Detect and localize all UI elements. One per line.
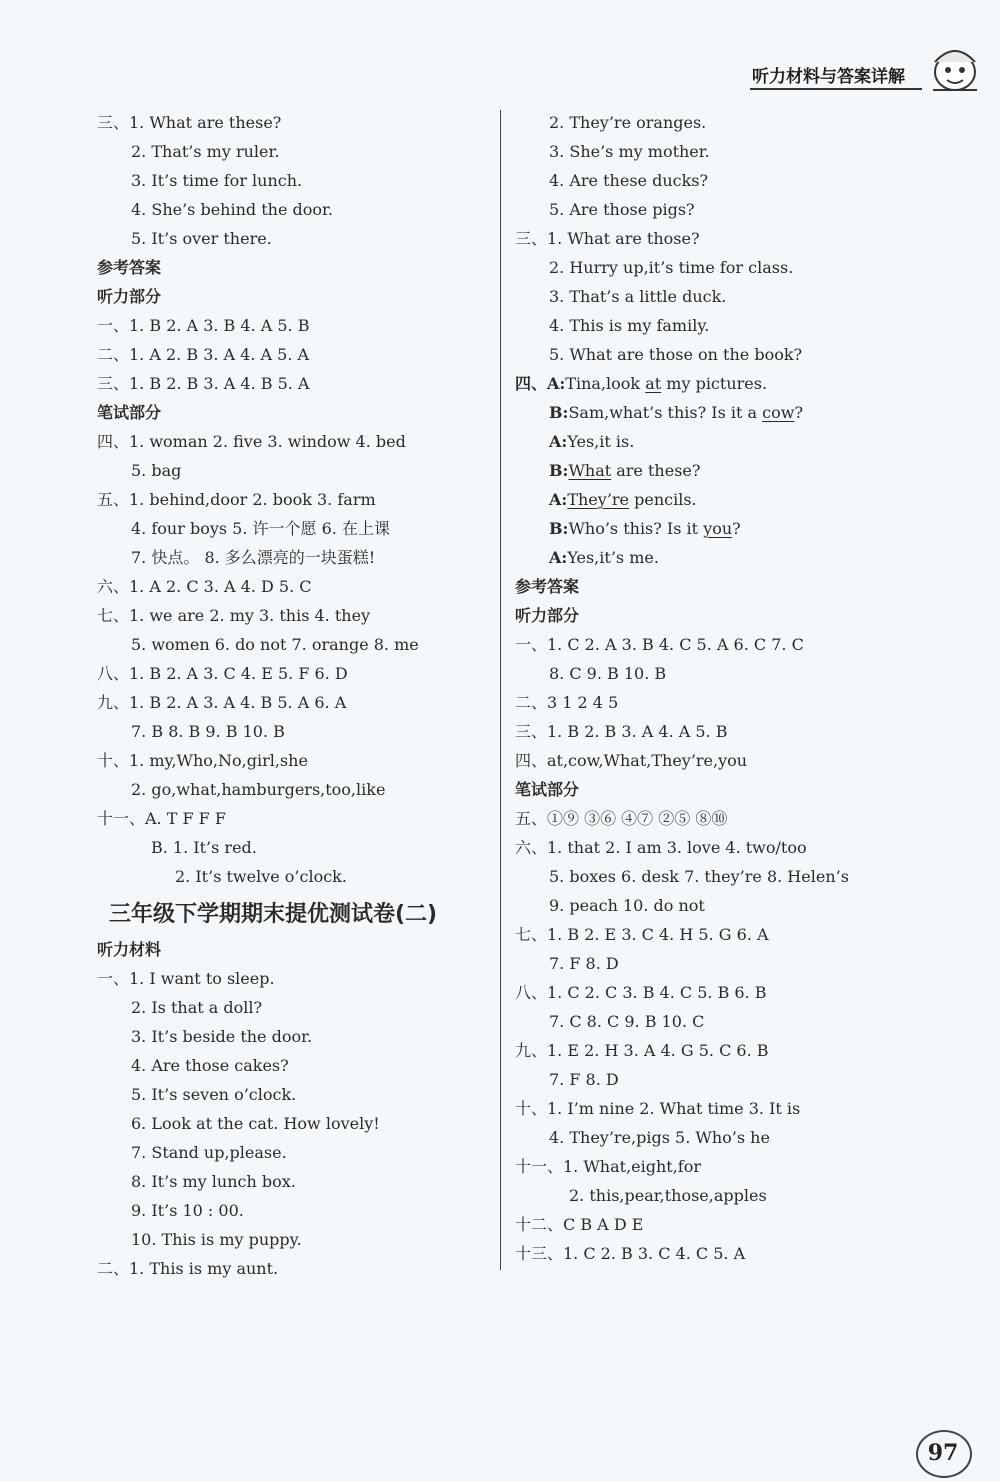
dialogue-line [515, 543, 935, 572]
text-line: 一、1. C 2. A 3. B 4. C 5. A 6. C 7. C [515, 635, 804, 654]
left-column [97, 108, 517, 1283]
speaker-label: A: [549, 548, 568, 567]
text-line: 2. go,what,hamburgers,too,like [131, 780, 386, 799]
text-line: 六、1. that 2. I am 3. love 4. two/too [515, 838, 807, 857]
text-line: 三、1. What are those? [515, 229, 700, 248]
text-line: 2. That’s my ruler. [131, 142, 280, 161]
text-line: 7. 快点。 8. 多么漂亮的一块蛋糕! [131, 548, 376, 567]
text-line: 十三、1. C 2. B 3. C 4. C 5. A [515, 1244, 746, 1263]
text-line: 3. It’s beside the door. [131, 1027, 313, 1046]
text-line: 十一、1. What,eight,for [515, 1157, 702, 1176]
text-line: 2. this,pear,those,apples [569, 1186, 767, 1205]
dialogue-text: Yes,it’s me. [567, 548, 659, 567]
speaker-label: 四、A: [515, 374, 566, 393]
dialogue-text: are these? [611, 461, 701, 480]
dialogue-text: Yes,it is. [567, 432, 635, 451]
text-line: 4. She’s behind the door. [131, 200, 334, 219]
text-line: 3. She’s my mother. [549, 142, 710, 161]
text-line: 二、1. A 2. B 3. A 4. A 5. A [97, 345, 310, 364]
answer-blank: What [568, 461, 612, 480]
text-line: 7. F 8. D [549, 954, 619, 973]
text-line: 5. Are those pigs? [549, 200, 695, 219]
header-title: 听力材料与答案详解 [752, 67, 905, 87]
text-line: 十、1. I’m nine 2. What time 3. It is [515, 1099, 801, 1118]
dialogue-text: Sam,what’s this? Is it a [568, 403, 763, 422]
text-line: 六、1. A 2. C 3. A 4. D 5. C [97, 577, 312, 596]
text-line: 4. Are these ducks? [549, 171, 709, 190]
right-column-top [515, 108, 935, 369]
text-line: 三、1. What are these? [97, 113, 282, 132]
section-heading: 笔试部分 [97, 403, 162, 422]
right-column-bottom [515, 572, 935, 1268]
text-line: 九、1. B 2. A 3. A 4. B 5. A 6. A [97, 693, 347, 712]
text-line: 5. women 6. do not 7. orange 8. me [131, 635, 419, 654]
text-line: 七、1. we are 2. my 3. this 4. they [97, 606, 371, 625]
text-line: 2. Is that a doll? [131, 998, 263, 1017]
text-line: 二、3 1 2 4 5 [515, 693, 619, 712]
text-line: 5. boxes 6. desk 7. they’re 8. Helen’s [549, 867, 849, 886]
text-line: 2. Hurry up,it’s time for class. [549, 258, 794, 277]
text-line: 3. That’s a little duck. [549, 287, 727, 306]
dialogue-line [515, 427, 935, 456]
dialogue-text: pencils. [629, 490, 697, 509]
text-line: 9. It’s 10 : 00. [131, 1201, 244, 1220]
page-header [740, 58, 985, 98]
text-line: 四、1. woman 2. five 3. window 4. bed [97, 432, 406, 451]
section-heading: 参考答案 [515, 577, 580, 596]
section-heading: 参考答案 [97, 258, 162, 277]
text-line: 6. Look at the cat. How lovely! [131, 1114, 380, 1133]
section-heading: 听力部分 [97, 287, 162, 306]
text-line: 8. C 9. B 10. B [549, 664, 667, 683]
text-line: 5. bag [131, 461, 182, 480]
dialogue-text: Tina,look [565, 374, 646, 393]
dialogue-text: my pictures. [661, 374, 768, 393]
text-line: 十二、C B A D E [515, 1215, 644, 1234]
speaker-label: A: [549, 432, 568, 451]
answer-blank: at [645, 374, 662, 393]
text-line: 五、1. behind,door 2. book 3. farm [97, 490, 376, 509]
test-title: 三年级下学期期末提优测试卷(二) [109, 902, 438, 927]
text-line: 十、1. my,Who,No,girl,she [97, 751, 308, 770]
text-line: 7. B 8. B 9. B 10. B [131, 722, 285, 741]
text-line: 5. What are those on the book? [549, 345, 803, 364]
text-line: 4. Are those cakes? [131, 1056, 289, 1075]
speaker-label: B: [549, 403, 569, 422]
text-line: 10. This is my puppy. [131, 1230, 302, 1249]
dialogue-line [515, 456, 935, 485]
text-line: 5. It’s over there. [131, 229, 272, 248]
text-line: 4. four boys 5. 许一个愿 6. 在上课 [131, 519, 390, 538]
text-line: 一、1. B 2. A 3. B 4. A 5. B [97, 316, 310, 335]
section-heading: 笔试部分 [515, 780, 580, 799]
right-column [515, 108, 935, 1268]
text-line: 五、①⑨ ③⑥ ④⑦ ②⑤ ⑧⑩ [515, 809, 728, 828]
text-line: 九、1. E 2. H 3. A 4. G 5. C 6. B [515, 1041, 769, 1060]
text-line: 四、at,cow,What,They’re,you [515, 751, 748, 770]
section-heading: 听力部分 [515, 606, 580, 625]
text-line: 十一、A. T F F F [97, 809, 226, 828]
text-line: 4. This is my family. [549, 316, 710, 335]
text-line: 8. It’s my lunch box. [131, 1172, 296, 1191]
text-line: 七、1. B 2. E 3. C 4. H 5. G 6. A [515, 925, 769, 944]
text-line: 7. Stand up,please. [131, 1143, 287, 1162]
text-line: 2. It’s twelve o’clock. [175, 867, 347, 886]
dialogue-text: ? [732, 519, 741, 538]
text-line: 八、1. C 2. C 3. B 4. C 5. B 6. B [515, 983, 767, 1002]
text-line: 7. F 8. D [549, 1070, 619, 1089]
dialogue-line [515, 398, 935, 427]
text-line: 3. It’s time for lunch. [131, 171, 303, 190]
header-rule [750, 88, 922, 90]
text-line: B. 1. It’s red. [151, 838, 257, 857]
text-line: 4. They’re,pigs 5. Who’s he [549, 1128, 770, 1147]
answer-blank: They’re [567, 490, 630, 509]
text-line: 三、1. B 2. B 3. A 4. A 5. B [515, 722, 728, 741]
speaker-label: B: [549, 461, 569, 480]
answer-blank: you [703, 519, 733, 538]
speaker-label: A: [549, 490, 568, 509]
text-line: 2. They’re oranges. [549, 113, 707, 132]
dialogue-line [515, 514, 935, 543]
text-line: 三、1. B 2. B 3. A 4. B 5. A [97, 374, 310, 393]
section-heading: 听力材料 [97, 940, 162, 959]
text-line: 一、1. I want to sleep. [97, 969, 275, 988]
page-number: 97 [927, 1440, 959, 1466]
text-line: 八、1. B 2. A 3. C 4. E 5. F 6. D [97, 664, 348, 683]
text-line: 9. peach 10. do not [549, 896, 705, 915]
text-line: 二、1. This is my aunt. [97, 1259, 279, 1278]
dialogue-block [515, 369, 935, 572]
dialogue-text: ? [794, 403, 804, 422]
mascot-icon [925, 40, 985, 98]
dialogue-line [515, 369, 935, 398]
answer-blank: cow [762, 403, 795, 422]
text-line: 5. It’s seven o’clock. [131, 1085, 297, 1104]
text-line: 7. C 8. C 9. B 10. C [549, 1012, 705, 1031]
dialogue-line [515, 485, 935, 514]
speaker-label: B: [549, 519, 569, 538]
dialogue-text: Who’s this? Is it [568, 519, 704, 538]
